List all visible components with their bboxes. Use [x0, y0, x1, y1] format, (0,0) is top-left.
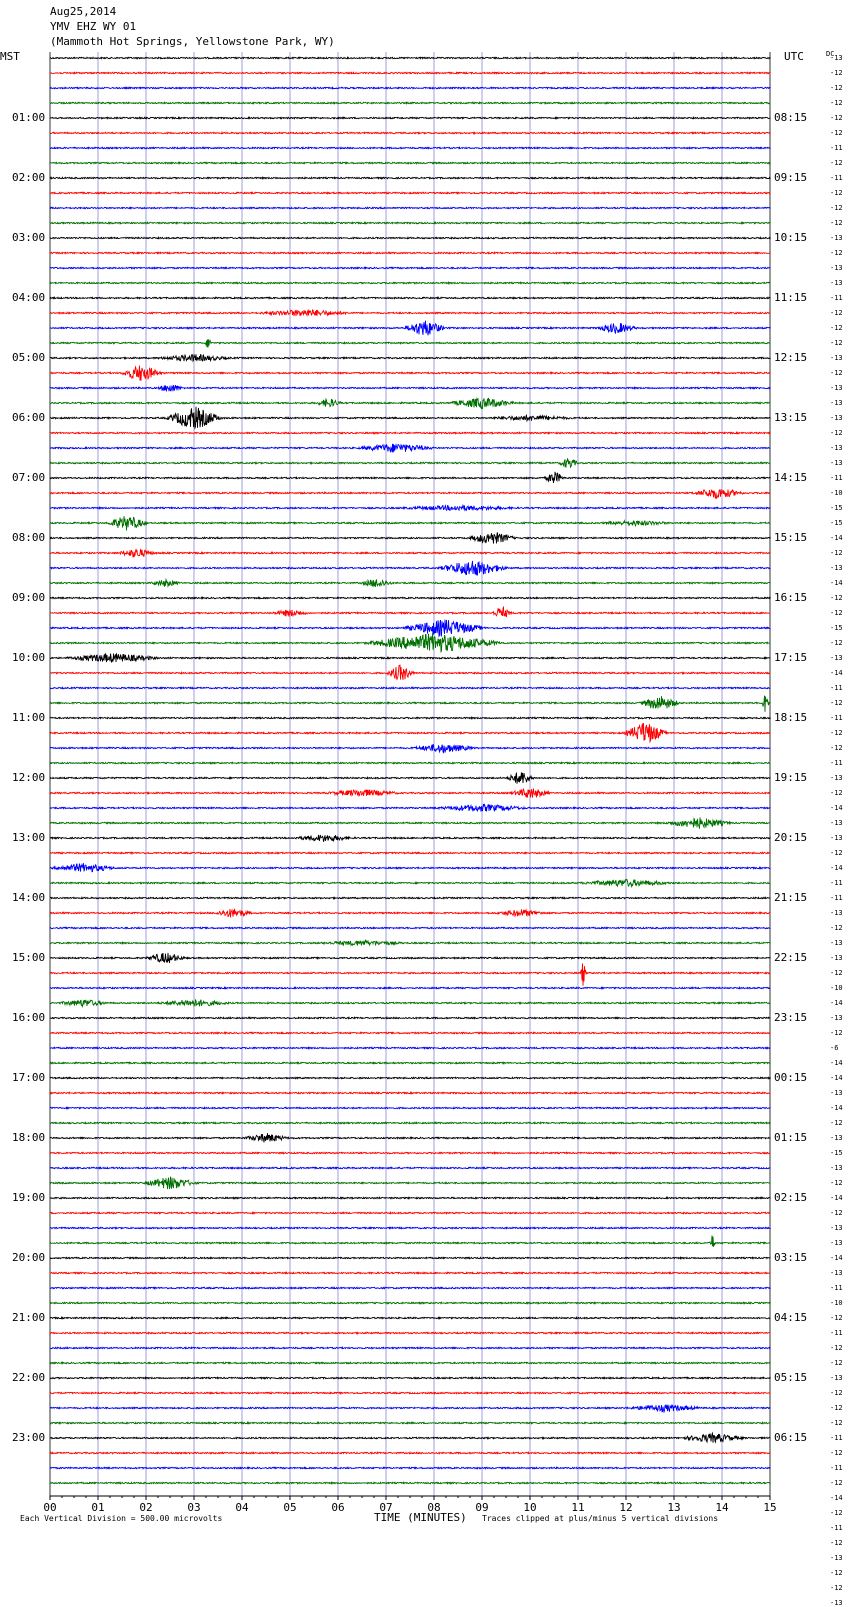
dc-offset-value: -13 [830, 819, 843, 827]
trace-84 [50, 1317, 771, 1318]
dc-offset-value: -13 [830, 939, 843, 947]
dc-offset-value: -13 [830, 414, 843, 422]
trace-60 [50, 953, 771, 963]
trace-92 [50, 1433, 771, 1443]
trace-56 [50, 897, 771, 898]
trace-0 [50, 57, 771, 58]
dc-offset-value: -12 [830, 744, 843, 752]
dc-offset-value: -12 [830, 429, 843, 437]
trace-76 [50, 1197, 771, 1198]
trace-22 [50, 385, 771, 391]
dc-offset-value: -12 [830, 924, 843, 932]
trace-80 [50, 1257, 771, 1258]
left-hour-label: 05:00 [12, 351, 46, 364]
trace-6 [50, 147, 771, 148]
dc-offset-value: -12 [830, 249, 843, 257]
right-hour-label: 03:15 [774, 1251, 808, 1264]
dc-offset-value: -12 [830, 1359, 843, 1367]
right-hour-label: 04:15 [774, 1311, 808, 1324]
left-hour-label: 23:00 [12, 1431, 46, 1444]
x-tick-label: 11 [571, 1501, 585, 1514]
dc-offset-value: -13 [830, 1599, 843, 1607]
trace-33 [50, 550, 771, 557]
x-tick-label: 07 [379, 1501, 393, 1514]
dc-offset-value: -13 [830, 654, 843, 662]
trace-27 [50, 459, 771, 468]
trace-87 [50, 1362, 771, 1363]
trace-21 [50, 366, 771, 381]
trace-72 [50, 1133, 771, 1142]
trace-50 [50, 804, 771, 812]
trace-46 [50, 745, 771, 753]
left-hour-label: 09:00 [12, 591, 46, 604]
dc-offset-value: -13 [830, 1134, 843, 1142]
trace-83 [50, 1302, 771, 1303]
dc-offset-value: -14 [830, 1254, 843, 1262]
dc-offset-value: -13 [830, 1014, 843, 1022]
dc-offset-value: -11 [830, 1434, 843, 1442]
right-hour-label: 21:15 [774, 891, 808, 904]
dc-offset-value: -12 [830, 339, 843, 347]
dc-offset-value: -12 [830, 309, 843, 317]
left-hour-label: 21:00 [12, 1311, 46, 1324]
dc-offset-value: -14 [830, 534, 843, 542]
dc-offset-value: -12 [830, 219, 843, 227]
trace-7 [50, 162, 771, 163]
trace-41 [50, 665, 771, 680]
trace-11 [50, 222, 771, 223]
dc-offset-value: -11 [830, 144, 843, 152]
trace-54 [50, 863, 771, 872]
trace-51 [50, 817, 771, 828]
trace-43 [50, 696, 771, 712]
trace-67 [50, 1062, 771, 1063]
dc-offset-value: -12 [830, 1509, 843, 1517]
dc-offset-value: -12 [830, 1449, 843, 1457]
dc-offset-value: -12 [830, 369, 843, 377]
right-hour-label: 13:15 [774, 411, 808, 424]
dc-offset-value: -13 [830, 834, 843, 842]
trace-10 [50, 207, 771, 208]
x-tick-label: 02 [139, 1501, 153, 1514]
left-hour-label: 07:00 [12, 471, 46, 484]
dc-offset-value: -11 [830, 474, 843, 482]
right-hour-label: 05:15 [774, 1371, 808, 1384]
trace-62 [50, 987, 771, 988]
trace-39 [50, 634, 771, 652]
dc-offset-value: -12 [830, 1314, 843, 1322]
dc-offset-value: -11 [830, 894, 843, 902]
trace-18 [50, 321, 771, 336]
right-hour-label: 16:15 [774, 591, 808, 604]
trace-23 [50, 398, 771, 409]
trace-15 [50, 282, 771, 283]
trace-9 [50, 192, 771, 193]
trace-90 [50, 1405, 771, 1412]
x-tick-label: 15 [763, 1501, 777, 1514]
dc-offset-value: -13 [830, 459, 843, 467]
trace-5 [50, 132, 771, 133]
trace-36 [50, 597, 771, 598]
right-hour-label: 23:15 [774, 1011, 808, 1024]
x-tick-label: 08 [427, 1501, 441, 1514]
dc-offset-value: -12 [830, 129, 843, 137]
dc-offset-value: -11 [830, 1329, 843, 1337]
dc-offset-value: -15 [830, 624, 843, 632]
trace-74 [50, 1167, 771, 1168]
dc-offset-value: -15 [830, 519, 843, 527]
right-hour-label: 02:15 [774, 1191, 808, 1204]
right-hour-label: 12:15 [774, 351, 808, 364]
dc-offset-value: -13 [830, 909, 843, 917]
dc-offset-value: -12 [830, 114, 843, 122]
trace-85 [50, 1332, 771, 1333]
trace-78 [50, 1227, 771, 1228]
right-hour-label: 22:15 [774, 951, 808, 964]
right-hour-label: 17:15 [774, 651, 808, 664]
dc-offset-value: -11 [830, 174, 843, 182]
trace-61 [50, 963, 771, 985]
dc-offset-value: -13 [830, 399, 843, 407]
trace-63 [50, 999, 771, 1006]
trace-48 [50, 772, 771, 783]
trace-8 [50, 177, 771, 178]
trace-71 [50, 1122, 771, 1123]
division-note: Each Vertical Division = 500.00 microvolts [20, 1514, 223, 1523]
trace-13 [50, 252, 771, 253]
trace-37 [50, 607, 771, 617]
dc-offset-value: -13 [830, 1224, 843, 1232]
dc-offset-value: -13 [830, 54, 843, 62]
right-hour-label: 20:15 [774, 831, 808, 844]
trace-58 [50, 927, 771, 928]
dc-offset-value: -12 [830, 69, 843, 77]
dc-offset-value: -11 [830, 759, 843, 767]
trace-45 [50, 723, 771, 742]
dc-offset-value: -13 [830, 264, 843, 272]
dc-offset-value: -12 [830, 699, 843, 707]
trace-30 [50, 505, 771, 510]
dc-offset-value: -14 [830, 1104, 843, 1112]
x-tick-label: 12 [619, 1501, 633, 1514]
x-tick-label: 04 [235, 1501, 249, 1514]
dc-offset-value: -12 [830, 1419, 843, 1427]
dc-offset-value: -14 [830, 864, 843, 872]
left-hour-label: 14:00 [12, 891, 46, 904]
trace-34 [50, 561, 771, 576]
left-timezone-label: MST [0, 50, 20, 63]
dc-offset-value: -10 [830, 1299, 843, 1307]
dc-offset-value: -12 [830, 324, 843, 332]
trace-16 [50, 297, 771, 298]
dc-offset-value: -13 [830, 1374, 843, 1382]
trace-42 [50, 687, 771, 688]
left-hour-label: 10:00 [12, 651, 46, 664]
left-hour-label: 04:00 [12, 291, 46, 304]
trace-65 [50, 1032, 771, 1033]
seismic-traces [50, 57, 771, 1483]
right-hour-label: 11:15 [774, 291, 808, 304]
dc-offset-value: -13 [830, 954, 843, 962]
dc-offset-value: -14 [830, 1074, 843, 1082]
dc-offset-value: -13 [830, 444, 843, 452]
right-hour-label: 00:15 [774, 1071, 808, 1084]
left-hour-label: 22:00 [12, 1371, 46, 1384]
x-tick-label: 00 [43, 1501, 57, 1514]
dc-offset-value: -11 [830, 714, 843, 722]
left-hour-label: 11:00 [12, 711, 46, 724]
date-label: Aug25,2014 [50, 5, 117, 18]
dc-offset-value: -13 [830, 279, 843, 287]
trace-1 [50, 72, 771, 73]
trace-93 [50, 1452, 771, 1453]
dc-offset-value: -14 [830, 1194, 843, 1202]
dc-offset-value: -10 [830, 984, 843, 992]
dc-offset-value: -14 [830, 1494, 843, 1502]
dc-offset-value: -12 [830, 204, 843, 212]
dc-offset-value: -12 [830, 849, 843, 857]
trace-38 [50, 620, 771, 637]
trace-29 [50, 489, 771, 498]
left-hour-label: 06:00 [12, 411, 46, 424]
left-hour-label: 03:00 [12, 231, 46, 244]
dc-offset-value: -11 [830, 879, 843, 887]
dc-offset-value: -12 [830, 1584, 843, 1592]
left-hour-label: 17:00 [12, 1071, 46, 1084]
trace-64 [50, 1017, 771, 1018]
trace-69 [50, 1092, 771, 1093]
trace-35 [50, 579, 771, 586]
right-hour-label: 09:15 [774, 171, 808, 184]
dc-offset-value: -11 [830, 1524, 843, 1532]
station-label: YMV EHZ WY 01 [50, 20, 137, 33]
x-tick-label: 03 [187, 1501, 201, 1514]
dc-offset-header: DC [826, 50, 835, 58]
trace-4 [50, 117, 771, 118]
dc-offset-value: -13 [830, 1269, 843, 1277]
dc-offset-value: -12 [830, 789, 843, 797]
trace-95 [50, 1482, 771, 1483]
dc-offset-value: -12 [830, 1119, 843, 1127]
dc-offset-value: -11 [830, 1284, 843, 1292]
trace-17 [50, 310, 771, 316]
right-hour-label: 10:15 [774, 231, 808, 244]
right-hour-label: 15:15 [774, 531, 808, 544]
dc-offset-value: -10 [830, 489, 843, 497]
trace-32 [50, 532, 771, 543]
dc-offset-value: -13 [830, 1089, 843, 1097]
trace-47 [50, 762, 771, 763]
dc-offset-value: -12 [830, 1539, 843, 1547]
trace-73 [50, 1152, 771, 1153]
trace-91 [50, 1422, 771, 1423]
trace-26 [50, 444, 771, 453]
dc-offset-value: -14 [830, 999, 843, 1007]
dc-offset-value: -15 [830, 1149, 843, 1157]
x-tick-label: 13 [667, 1501, 681, 1514]
x-tick-label: 14 [715, 1501, 729, 1514]
right-hour-label: 01:15 [774, 1131, 808, 1144]
trace-52 [50, 835, 771, 842]
dc-offset-value: -12 [830, 99, 843, 107]
trace-79 [50, 1236, 771, 1247]
trace-82 [50, 1287, 771, 1288]
trace-44 [50, 717, 771, 718]
trace-94 [50, 1467, 771, 1468]
dc-offset-value: -13 [830, 774, 843, 782]
trace-25 [50, 432, 771, 433]
trace-53 [50, 852, 771, 853]
trace-77 [50, 1212, 771, 1213]
left-hour-label: 15:00 [12, 951, 46, 964]
dc-offset-value: -11 [830, 684, 843, 692]
trace-14 [50, 267, 771, 268]
trace-68 [50, 1077, 771, 1078]
dc-offset-value: -14 [830, 1059, 843, 1067]
left-hour-label: 13:00 [12, 831, 46, 844]
clip-note: Traces clipped at plus/minus 5 vertical divisions [482, 1514, 719, 1523]
dc-offset-value: -12 [830, 1389, 843, 1397]
dc-offset-value: -12 [830, 639, 843, 647]
dc-offset-value: -13 [830, 1164, 843, 1172]
dc-offset-value: -14 [830, 669, 843, 677]
trace-19 [50, 339, 771, 347]
dc-offset-value: -12 [830, 729, 843, 737]
x-tick-label: 01 [91, 1501, 105, 1514]
dc-offset-value: -12 [830, 1344, 843, 1352]
x-tick-label: 05 [283, 1501, 297, 1514]
dc-offset-value: -13 [830, 564, 843, 572]
right-timezone-label: UTC [784, 50, 804, 63]
right-hour-label: 06:15 [774, 1431, 808, 1444]
dc-offset-value: -11 [830, 1464, 843, 1472]
dc-offset-value: -6 [830, 1044, 839, 1052]
trace-24 [50, 407, 771, 428]
dc-offset-value: -12 [830, 609, 843, 617]
dc-offset-value: -12 [830, 1029, 843, 1037]
dc-offset-value: -12 [830, 1569, 843, 1577]
x-tick-label: 10 [523, 1501, 537, 1514]
left-hour-label: 08:00 [12, 531, 46, 544]
dc-offset-value: -12 [830, 84, 843, 92]
x-axis-title: TIME (MINUTES) [374, 1511, 467, 1524]
trace-3 [50, 102, 771, 103]
right-hour-label: 18:15 [774, 711, 808, 724]
location-label: (Mammoth Hot Springs, Yellowstone Park, WY) [50, 35, 335, 48]
dc-offset-value: -14 [830, 579, 843, 587]
dc-offset-value: -12 [830, 1209, 843, 1217]
trace-70 [50, 1107, 771, 1108]
dc-offset-value: -12 [830, 594, 843, 602]
dc-offset-value: -12 [830, 189, 843, 197]
right-hour-label: 19:15 [774, 771, 808, 784]
left-hour-label: 02:00 [12, 171, 46, 184]
left-hour-label: 20:00 [12, 1251, 46, 1264]
trace-49 [50, 789, 771, 798]
left-hour-label: 01:00 [12, 111, 46, 124]
left-hour-label: 12:00 [12, 771, 46, 784]
dc-offset-value: -11 [830, 294, 843, 302]
dc-offset-value: -12 [830, 159, 843, 167]
trace-55 [50, 880, 771, 887]
dc-offset-value: -13 [830, 1554, 843, 1562]
left-hour-label: 16:00 [12, 1011, 46, 1024]
trace-81 [50, 1272, 771, 1273]
trace-57 [50, 909, 771, 918]
dc-offset-value: -14 [830, 804, 843, 812]
x-tick-label: 06 [331, 1501, 345, 1514]
trace-28 [50, 472, 771, 483]
dc-offset-value: -13 [830, 384, 843, 392]
trace-2 [50, 87, 771, 88]
trace-20 [50, 354, 771, 361]
dc-offset-value: -12 [830, 1179, 843, 1187]
trace-66 [50, 1047, 771, 1048]
trace-86 [50, 1347, 771, 1348]
x-tick-label: 09 [475, 1501, 489, 1514]
dc-offset-value: -13 [830, 1239, 843, 1247]
dc-offset-value: -12 [830, 549, 843, 557]
dc-offset-value: -12 [830, 969, 843, 977]
trace-89 [50, 1392, 771, 1393]
dc-offset-value: -13 [830, 234, 843, 242]
trace-31 [50, 516, 771, 530]
trace-40 [50, 653, 771, 662]
dc-offset-value: -15 [830, 504, 843, 512]
trace-88 [50, 1377, 771, 1378]
trace-59 [50, 940, 771, 945]
left-hour-label: 19:00 [12, 1191, 46, 1204]
trace-12 [50, 237, 771, 238]
dc-offset-value: -12 [830, 1404, 843, 1412]
right-hour-label: 14:15 [774, 471, 808, 484]
left-hour-label: 18:00 [12, 1131, 46, 1144]
dc-offset-value: -12 [830, 1479, 843, 1487]
minute-gridlines [50, 52, 770, 1496]
trace-75 [50, 1177, 771, 1190]
dc-offset-value: -13 [830, 354, 843, 362]
right-hour-label: 08:15 [774, 111, 808, 124]
